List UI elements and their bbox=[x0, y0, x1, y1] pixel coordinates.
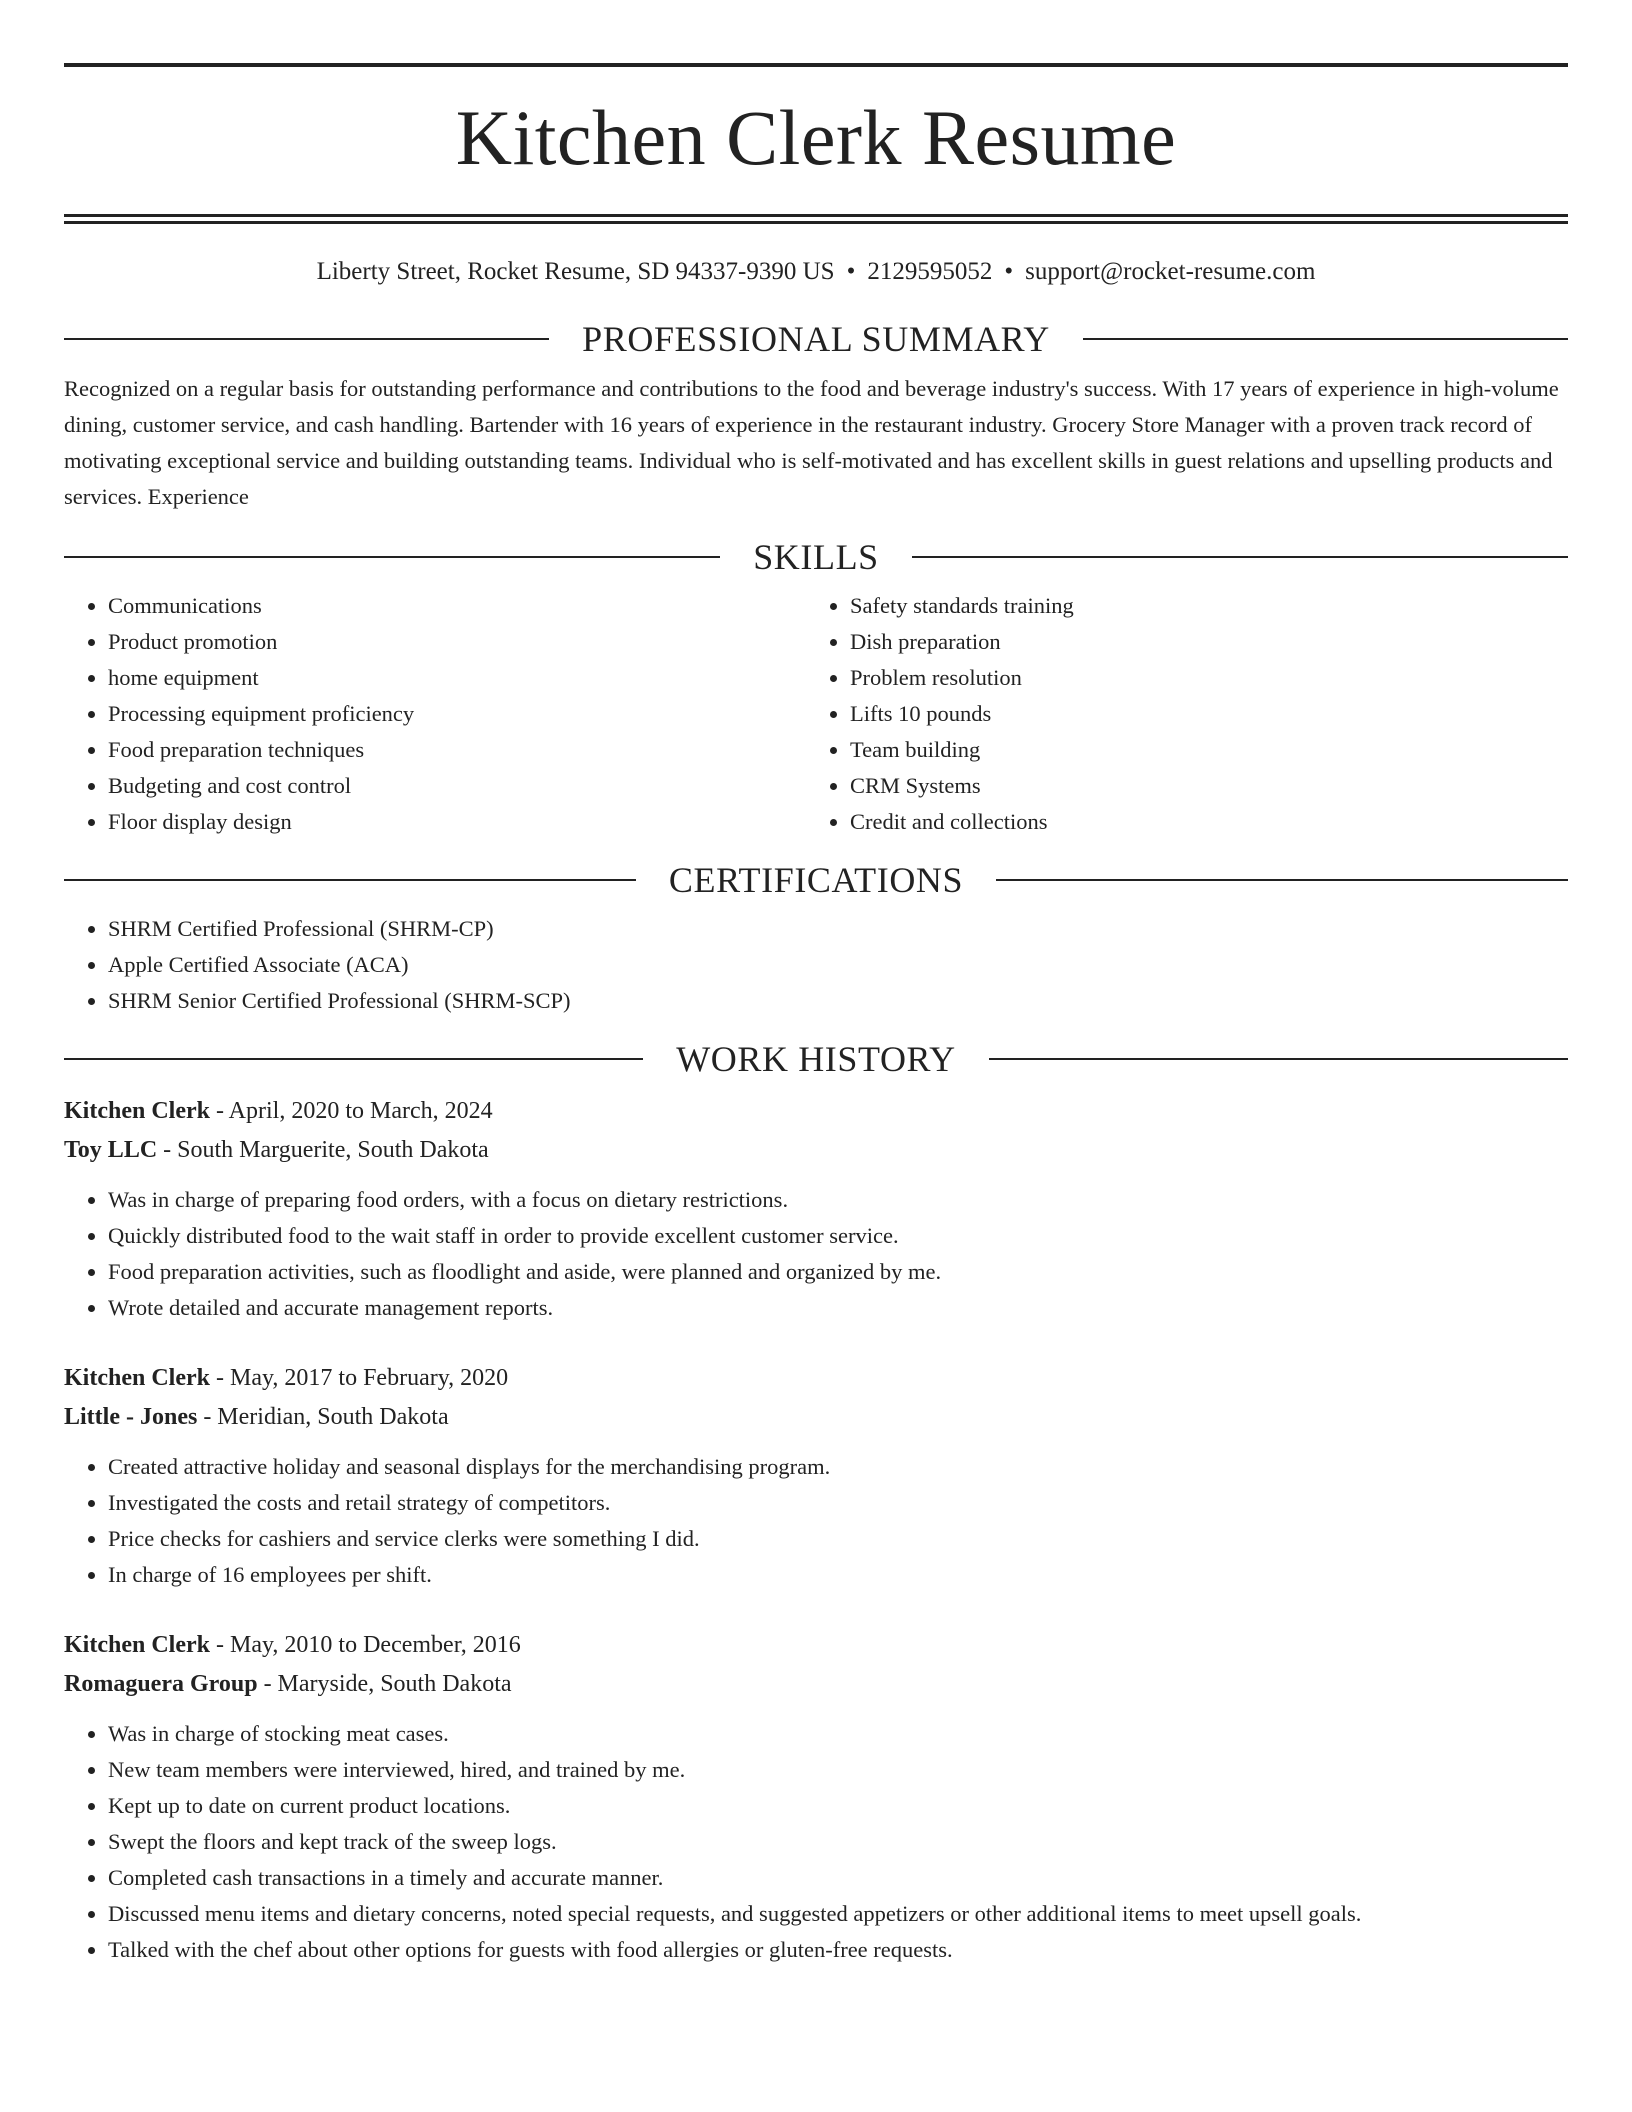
job-duties-list bbox=[64, 1182, 1568, 1326]
certification-item: • Apple Certified Associate (ACA) bbox=[108, 947, 1568, 983]
skill-item: • Communications bbox=[108, 588, 806, 624]
skill-item: • Product promotion bbox=[108, 624, 806, 660]
summary-paragraph: Recognized on a regular basis for outstanding performance and contributions to the food and beverage industry's success. With 17 years of experience in high-volume dining, customer service, and cash handling. Bartender with 16 years of experience in the restaurant industry. Grocery Store Manager with a proven track record of motivating exceptional service and building outstanding teams. Individual who is self-motivated and has excellent skills in guest relations and upselling products and services. Experience bbox=[64, 376, 1559, 509]
job-title: Kitchen Clerk bbox=[64, 1632, 210, 1658]
job-duty: • Investigated the costs and retail strategy of competitors. bbox=[108, 1485, 1568, 1521]
job-dates: - May, 2017 to February, 2020 bbox=[209, 1365, 509, 1391]
job-company: Toy LLC bbox=[64, 1137, 158, 1163]
job-duty: • Food preparation activities, such as floodlight and aside, were planned and organized by me. bbox=[108, 1254, 1568, 1290]
heading-rule-right bbox=[989, 1058, 1568, 1060]
skill-item: • Team building bbox=[850, 732, 1548, 768]
job-company-line bbox=[64, 1398, 1568, 1437]
contact-line bbox=[64, 254, 1568, 290]
certification-item: • SHRM Certified Professional (SHRM-CP) bbox=[108, 911, 1568, 947]
certifications-section-heading bbox=[64, 860, 1568, 900]
job-entry bbox=[64, 1626, 1568, 1968]
title-double-rule bbox=[64, 214, 1568, 224]
heading-rule-left bbox=[64, 338, 549, 340]
job-company: Little - Jones bbox=[64, 1404, 198, 1430]
skill-item: • home equipment bbox=[108, 660, 806, 696]
skill-item: • Processing equipment proficiency bbox=[108, 696, 806, 732]
skills-section-heading bbox=[64, 537, 1568, 577]
skill-item: • Food preparation techniques bbox=[108, 732, 806, 768]
resume-title: Kitchen Clerk Resume bbox=[455, 94, 1177, 181]
job-duty: • Quickly distributed food to the wait staff in order to provide excellent customer service. bbox=[108, 1218, 1568, 1254]
skill-item: • Dish preparation bbox=[850, 624, 1548, 660]
job-duty: • Price checks for cashiers and service clerks were something I did. bbox=[108, 1521, 1568, 1557]
contact-phone: 2129595052 bbox=[867, 258, 993, 285]
job-title: Kitchen Clerk bbox=[64, 1098, 210, 1124]
job-duty: • Completed cash transactions in a timely and accurate manner. bbox=[108, 1860, 1568, 1896]
skill-item: • CRM Systems bbox=[850, 768, 1548, 804]
certification-item: • SHRM Senior Certified Professional (SHRM-SCP) bbox=[108, 983, 1568, 1019]
skill-item: • Lifts 10 pounds bbox=[850, 696, 1548, 732]
heading-rule-left bbox=[64, 1058, 643, 1060]
contact-separator: • bbox=[1004, 258, 1014, 285]
skill-item: • Floor display design bbox=[108, 804, 806, 840]
heading-rule-right bbox=[996, 879, 1568, 881]
skill-item: • Problem resolution bbox=[850, 660, 1548, 696]
job-dates: - April, 2020 to March, 2024 bbox=[209, 1098, 493, 1124]
job-entry bbox=[64, 1359, 1568, 1593]
summary-heading: PROFESSIONAL SUMMARY bbox=[582, 319, 1050, 359]
contact-separator: • bbox=[846, 258, 856, 285]
job-dates: - May, 2010 to December, 2016 bbox=[209, 1632, 521, 1658]
job-duties-list bbox=[64, 1716, 1568, 1968]
job-duty: • Kept up to date on current product locations. bbox=[108, 1788, 1568, 1824]
top-rule bbox=[64, 63, 1568, 67]
skills-heading: SKILLS bbox=[753, 537, 879, 577]
job-duty: • Was in charge of preparing food orders, with a focus on dietary restrictions. bbox=[108, 1182, 1568, 1218]
skill-item: • Safety standards training bbox=[850, 588, 1548, 624]
skills-column-left bbox=[64, 588, 806, 840]
heading-rule-right bbox=[912, 556, 1568, 558]
job-duty: • Swept the floors and kept track of the sweep logs. bbox=[108, 1824, 1568, 1860]
heading-rule-right bbox=[1083, 338, 1568, 340]
work-section-heading bbox=[64, 1039, 1568, 1079]
job-duty: • New team members were interviewed, hired, and trained by me. bbox=[108, 1752, 1568, 1788]
job-title-line bbox=[64, 1092, 1568, 1131]
job-company-line bbox=[64, 1665, 1568, 1704]
job-title: Kitchen Clerk bbox=[64, 1365, 210, 1391]
heading-rule-left bbox=[64, 879, 636, 881]
skills-grid bbox=[64, 588, 1568, 840]
job-duty: • Was in charge of stocking meat cases. bbox=[108, 1716, 1568, 1752]
job-location: - Meridian, South Dakota bbox=[197, 1404, 449, 1430]
contact-email: support@rocket-resume.com bbox=[1025, 258, 1316, 285]
job-duty: • Discussed menu items and dietary concerns, noted special requests, and suggested appetizers or other additional items to meet upsell goals. bbox=[108, 1896, 1568, 1932]
job-duty: • Talked with the chef about other options for guests with food allergies or gluten-free requests. bbox=[108, 1932, 1568, 1968]
job-title-line bbox=[64, 1359, 1568, 1398]
contact-address: Liberty Street, Rocket Resume, SD 94337-9390 US bbox=[316, 258, 835, 285]
certifications-list bbox=[64, 911, 1568, 1019]
certifications-heading: CERTIFICATIONS bbox=[668, 860, 964, 900]
skills-list-right bbox=[806, 588, 1548, 840]
job-company: Romaguera Group bbox=[64, 1671, 258, 1697]
job-entry bbox=[64, 1092, 1568, 1326]
job-duty: • In charge of 16 employees per shift. bbox=[108, 1557, 1568, 1593]
job-company-line bbox=[64, 1131, 1568, 1170]
job-duties-list bbox=[64, 1449, 1568, 1593]
job-location: - South Marguerite, South Dakota bbox=[157, 1137, 489, 1163]
skills-column-right bbox=[806, 588, 1548, 840]
skill-item: • Budgeting and cost control bbox=[108, 768, 806, 804]
skill-item: • Credit and collections bbox=[850, 804, 1548, 840]
work-heading: WORK HISTORY bbox=[676, 1039, 956, 1079]
job-duty: • Wrote detailed and accurate management reports. bbox=[108, 1290, 1568, 1326]
job-location: - Maryside, South Dakota bbox=[257, 1671, 512, 1697]
summary-section-heading bbox=[64, 319, 1568, 359]
heading-rule-left bbox=[64, 556, 720, 558]
job-title-line bbox=[64, 1626, 1568, 1665]
skills-list-left bbox=[64, 588, 806, 840]
job-duty: • Created attractive holiday and seasonal displays for the merchandising program. bbox=[108, 1449, 1568, 1485]
